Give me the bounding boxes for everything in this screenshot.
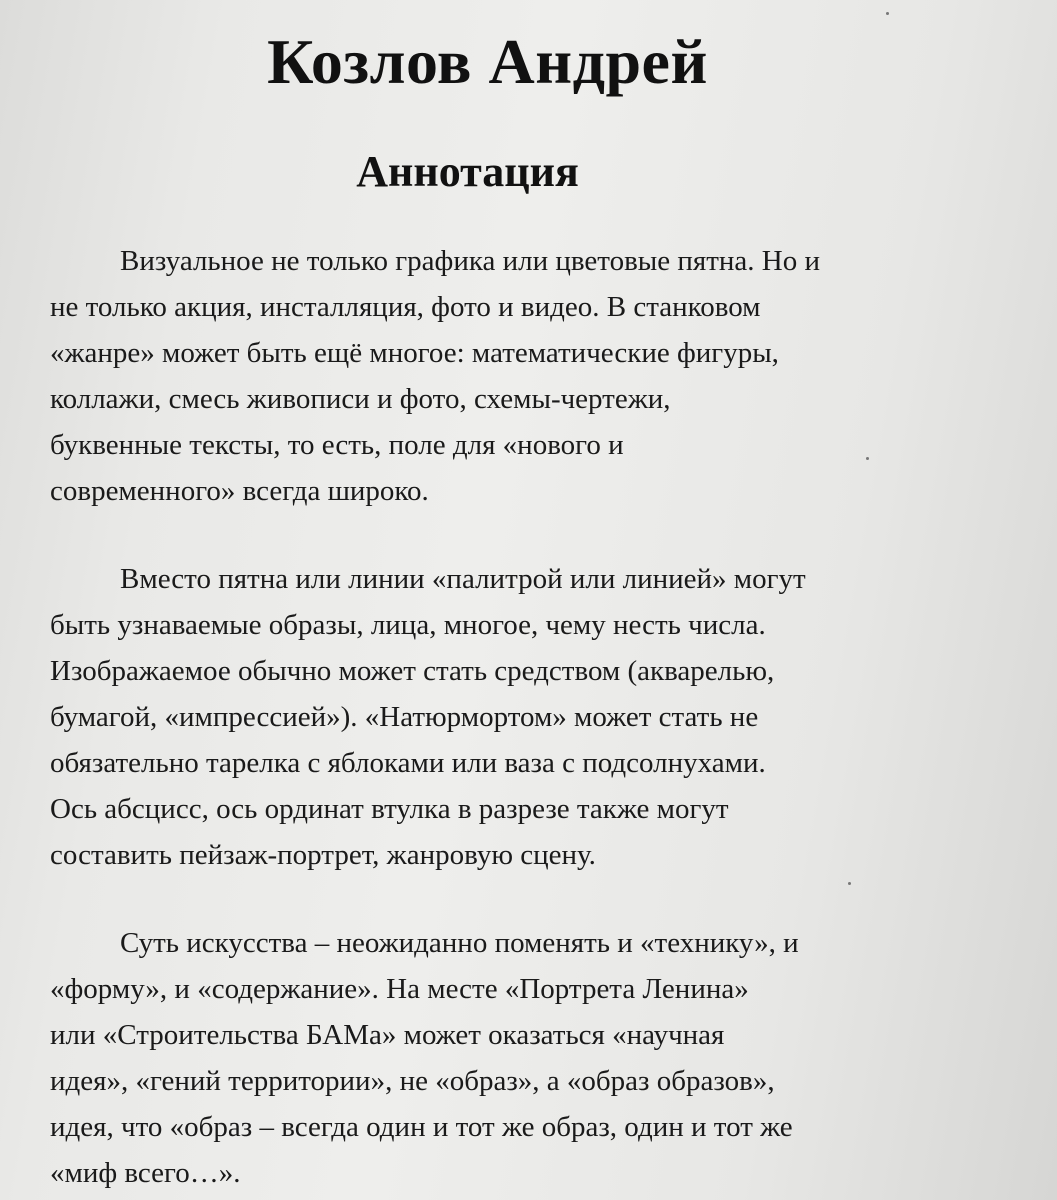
page-title: Козлов Андрей bbox=[267, 26, 708, 97]
text-line: бумагой, «импрессией»). «Натюрмортом» может стать не bbox=[50, 701, 759, 733]
text-line: не только акция, инсталляция, фото и видео. В станковом bbox=[50, 291, 761, 323]
text-line: Вместо пятна или линии «палитрой или линией» могут bbox=[120, 563, 806, 595]
annotation-body bbox=[50, 238, 1010, 1200]
paragraph-1 bbox=[50, 238, 1010, 514]
text-line: обязательно тарелка с яблоками или ваза с подсолнухами. bbox=[50, 747, 766, 779]
text-line: идея, что «образ – всегда один и тот же образ, один и тот же bbox=[50, 1111, 793, 1143]
text-line: Ось абсцисс, ось ординат втулка в разрезе также могут bbox=[50, 793, 729, 825]
text-line: или «Строительства БАМа» может оказаться «научная bbox=[50, 1019, 725, 1051]
text-line: идея», «гений территории», не «образ», а «образ образов», bbox=[50, 1065, 775, 1097]
page-subtitle: Аннотация bbox=[356, 147, 579, 196]
text-line: Суть искусства – неожиданно поменять и «технику», и bbox=[120, 927, 799, 959]
text-line: Изображаемое обычно может стать средством (акварелью, bbox=[50, 655, 775, 687]
text-line: «жанре» может быть ещё многое: математические фигуры, bbox=[50, 337, 779, 369]
paper-speck bbox=[866, 457, 869, 460]
paper-speck bbox=[848, 882, 851, 885]
paper-speck bbox=[886, 12, 889, 15]
paragraph-3 bbox=[50, 920, 1010, 1196]
text-line: «миф всего…». bbox=[50, 1157, 241, 1189]
text-line: быть узнаваемые образы, лица, многое, чему несть числа. bbox=[50, 609, 766, 641]
text-line: «форму», и «содержание». На месте «Портрета Ленина» bbox=[50, 973, 749, 1005]
text-line: составить пейзаж-портрет, жанровую сцену. bbox=[50, 839, 596, 871]
text-line: современного» всегда широко. bbox=[50, 475, 429, 507]
text-line: Визуальное не только графика или цветовые пятна. Но и bbox=[120, 245, 821, 277]
text-line: коллажи, смесь живописи и фото, схемы-чертежи, bbox=[50, 383, 671, 415]
text-line: буквенные тексты, то есть, поле для «нового и bbox=[50, 429, 624, 461]
paragraph-2 bbox=[50, 556, 1010, 878]
